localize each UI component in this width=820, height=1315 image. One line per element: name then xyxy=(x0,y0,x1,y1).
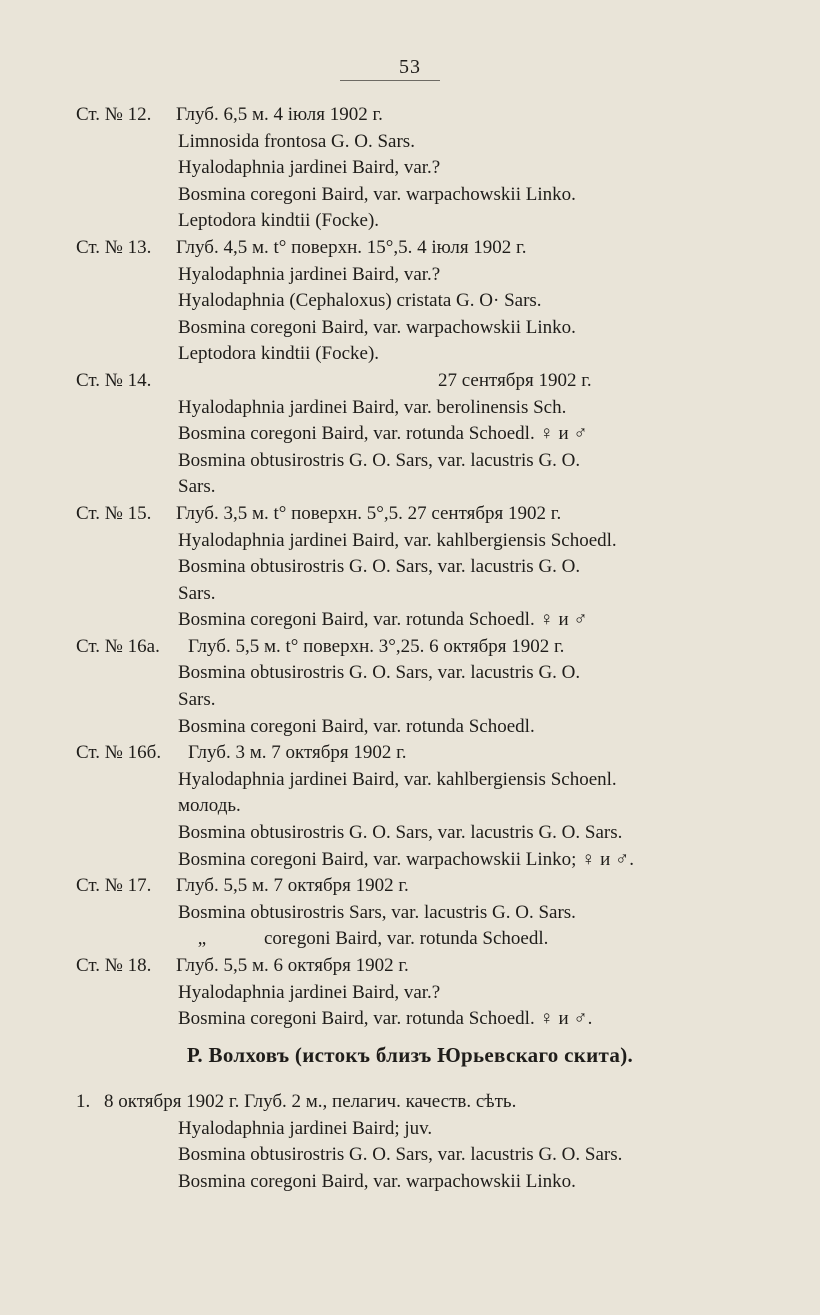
page-number: 53 xyxy=(399,56,421,78)
station-label: Ст. № 16б. xyxy=(76,742,162,764)
species-line: Sars. xyxy=(178,582,216,604)
species-line: Sars. xyxy=(178,689,216,711)
species-line: Bosmina coregoni Baird, var. warpachowskii Linko. xyxy=(178,316,576,338)
species-line: Hyalodaphnia jardinei Baird, var. kahlbergiensis Schoenl. xyxy=(178,768,617,790)
species-line: Hyalodaphnia jardinei Baird, var.? xyxy=(178,263,441,285)
species-line: молодь. xyxy=(178,795,241,817)
species-line: Bosmina coregoni Baird, var. warpachowskii Linko. xyxy=(178,183,576,205)
entry-number: 1. xyxy=(76,1091,91,1112)
species-line: Sars. xyxy=(178,476,216,498)
station-label: Ст. № 18. xyxy=(76,955,152,976)
species-line: Bosmina obtusirostris G. O. Sars, var. lacustris G. O. xyxy=(178,449,581,471)
station-label: Ст. № 16а. xyxy=(76,635,160,657)
species-line: Hyalodaphnia jardinei Baird; juv. xyxy=(178,1117,433,1139)
station-header: Глуб. 5,5 м. 6 октября 1902 г. xyxy=(176,955,409,976)
station-entry xyxy=(0,873,820,953)
station-label: Ст. № 14. xyxy=(76,369,152,391)
species-line: Limnosida frontosa G. O. Sars. xyxy=(178,130,415,152)
station-label: Ст. № 13. xyxy=(76,236,152,258)
station-entry xyxy=(0,235,820,368)
species-line: Bosmina coregoni Baird, var. rotunda Schoedl. ♀ и ♂. xyxy=(178,1008,593,1030)
species-line: Hyalodaphnia jardinei Baird, var. kahlbergiensis Schoedl. xyxy=(178,529,617,551)
station-header: 27 сентября 1902 г. xyxy=(438,369,592,391)
species-line: coregoni Baird, var. rotunda Schoedl. xyxy=(264,928,549,950)
species-line: Hyalodaphnia jardinei Baird, var.? xyxy=(178,981,441,1003)
species-line: Bosmina coregoni Baird, var. rotunda Schoedl. ♀ и ♂ xyxy=(178,609,588,631)
station-entry xyxy=(0,368,820,501)
station-label: Ст. № 15. xyxy=(76,502,152,524)
station-entry xyxy=(0,740,820,873)
station-entry xyxy=(0,634,820,740)
station-entry xyxy=(0,953,820,1033)
ditto-mark: „ xyxy=(197,928,207,950)
species-line: Hyalodaphnia (Cephaloxus) cristata G. O· Sars. xyxy=(178,290,542,312)
station-header: Глуб. 5,5 м. 7 октября 1902 г. xyxy=(176,875,409,897)
station-entry xyxy=(0,102,820,235)
species-line: Bosmina obtusirostris G. O. Sars, var. lacustris G. O. Sars. xyxy=(178,822,623,844)
station-header: Глуб. 3 м. 7 октября 1902 г. xyxy=(188,742,407,764)
species-line: Leptodora kindtii (Focke). xyxy=(178,343,380,365)
station-label: Ст. № 17. xyxy=(76,875,152,897)
species-line: Hyalodaphnia jardinei Baird, var. berolinensis Sch. xyxy=(178,396,567,418)
river-entry xyxy=(0,1089,820,1195)
species-line: Bosmina coregoni Baird, var. rotunda Schoedl. ♀ и ♂ xyxy=(178,423,588,445)
species-line: Bosmina coregoni Baird, var. warpachowskii Linko; ♀ и ♂. xyxy=(178,848,635,870)
species-line: Bosmina obtusirostris Sars, var. lacustris G. O. Sars. xyxy=(178,901,576,923)
station-header: Глуб. 6,5 м. 4 іюля 1902 г. xyxy=(176,104,383,125)
entry-header: 8 октября 1902 г. Глуб. 2 м., пелагич. качеств. сѣть. xyxy=(104,1091,517,1112)
station-header: Глуб. 3,5 м. t° поверхн. 5°,5. 27 сентября 1902 г. xyxy=(176,502,562,524)
species-line: Bosmina obtusirostris G. O. Sars, var. lacustris G. O. xyxy=(178,556,581,578)
species-line: Leptodora kindtii (Focke). xyxy=(178,210,380,232)
station-entry xyxy=(0,501,820,634)
station-header: Глуб. 5,5 м. t° поверхн. 3°,25. 6 октября 1902 г. xyxy=(188,635,565,657)
species-line: Hyalodaphnia jardinei Baird, var.? xyxy=(178,157,441,179)
species-line: Bosmina obtusirostris G. O. Sars, var. lacustris G. O. xyxy=(178,662,581,684)
page-number-rule xyxy=(340,80,440,81)
station-label: Ст. № 12. xyxy=(76,104,152,125)
species-line: Bosmina coregoni Baird, var. warpachowskii Linko. xyxy=(178,1170,576,1192)
section-heading: Р. Волховъ (истокъ близъ Юрьевскаго скита). xyxy=(186,1043,634,1067)
station-header: Глуб. 4,5 м. t° поверхн. 15°,5. 4 іюля 1902 г. xyxy=(176,236,527,258)
species-line: Bosmina obtusirostris G. O. Sars, var. lacustris G. O. Sars. xyxy=(178,1144,623,1166)
station-list xyxy=(0,102,820,1033)
species-line: Bosmina coregoni Baird, var. rotunda Schoedl. xyxy=(178,715,535,737)
